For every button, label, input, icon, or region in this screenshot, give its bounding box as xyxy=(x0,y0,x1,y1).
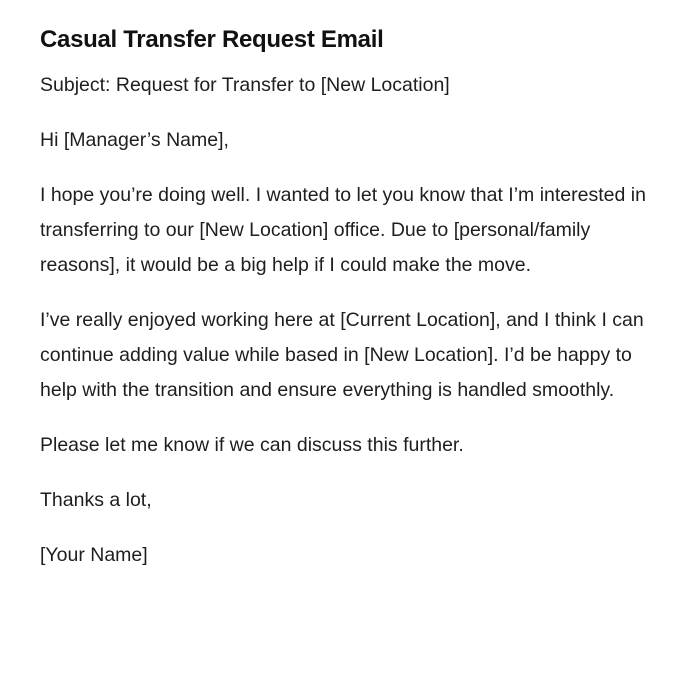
email-paragraph: I hope you’re doing well. I wanted to let you know that I’m interested in transferring to our [New Location] office. Due to [personal/family reasons], it would be a big help if I could make the move. xyxy=(40,184,646,276)
email-signature: [Your Name] xyxy=(40,544,148,566)
document-title: Casual Transfer Request Email xyxy=(40,26,384,53)
email-document xyxy=(40,22,650,573)
email-closing: Thanks a lot, xyxy=(40,489,152,511)
email-subject: Subject: Request for Transfer to [New Location] xyxy=(40,74,450,96)
email-paragraph: I’ve really enjoyed working here at [Current Location], and I think I can continue adding value while based in [New Location]. I’d be happy to help with the transition and ensure everything is handled smoothly. xyxy=(40,309,644,401)
email-greeting: Hi [Manager’s Name], xyxy=(40,129,229,151)
email-paragraph: Please let me know if we can discuss this further. xyxy=(40,434,464,456)
